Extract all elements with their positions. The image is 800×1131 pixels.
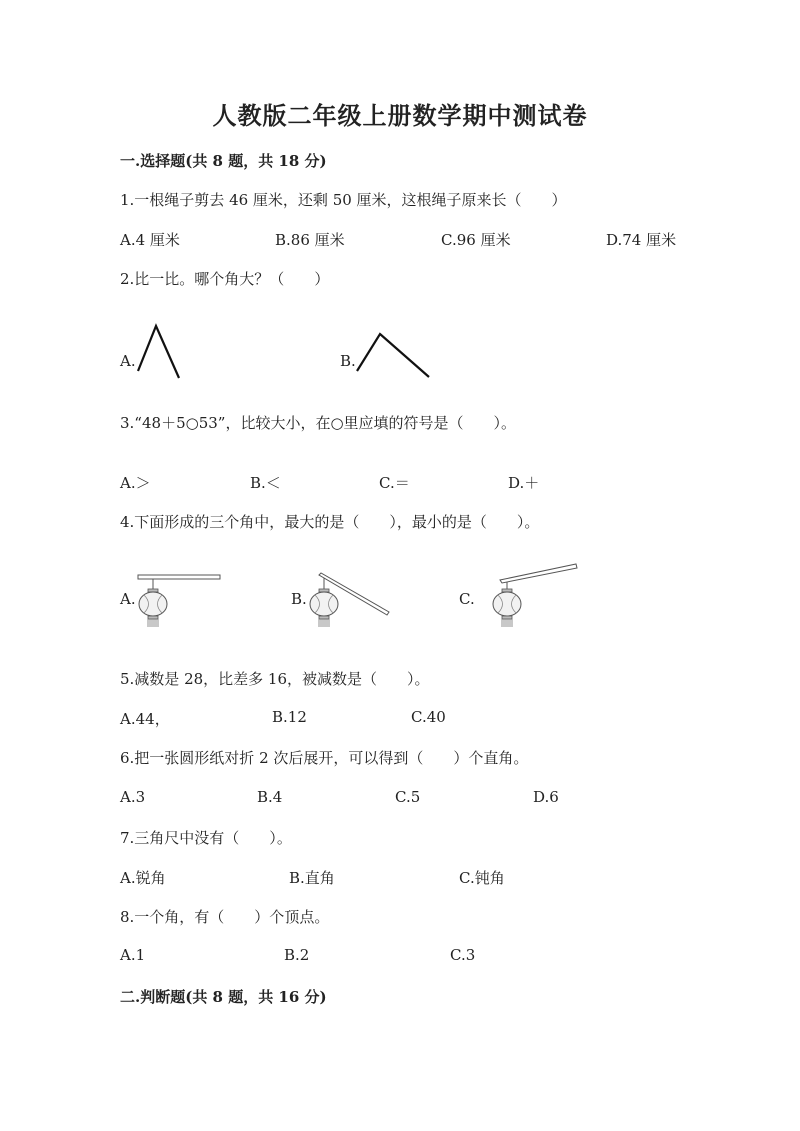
- page-title: 人教版二年级上册数学期中测试卷: [212, 101, 588, 130]
- question-2-text: 2.比一比。哪个角大？（ ）: [120, 270, 330, 288]
- question-1-text: 1.一根绳子剪去 46 厘米，还剩 50 厘米，这根绳子原来长（ ）: [120, 191, 567, 209]
- question-8-option-b: B.2: [284, 946, 310, 964]
- lantern-figure-b: [304, 572, 394, 632]
- lantern-figure-a: [136, 572, 226, 632]
- question-6-option-a: A.3: [120, 788, 146, 806]
- question-8-option-a: A.1: [120, 946, 146, 964]
- lantern-figure-c: [490, 562, 580, 632]
- question-3-option-c: C.＝: [379, 474, 410, 492]
- question-8-option-c: C.3: [450, 946, 476, 964]
- question-8-text: 8.一个角，有（ ）个顶点。: [120, 908, 330, 926]
- angle-a-figure: [136, 324, 184, 380]
- question-1-option-d: D.74 厘米: [606, 231, 677, 249]
- question-3-text: 3.“48＋5○53”，比较大小，在○里应填的符号是（ ）。: [120, 414, 517, 432]
- question-5-option-c: C.40: [411, 708, 446, 726]
- question-6-text: 6.把一张圆形纸对折 2 次后展开，可以得到（ ）个直角。: [120, 749, 529, 767]
- question-4-option-a: A.: [120, 590, 136, 608]
- question-3-option-a: A.＞: [120, 474, 151, 492]
- question-3-option-b: B.＜: [250, 474, 281, 492]
- question-6-option-d: D.6: [533, 788, 559, 806]
- question-4-option-c: C.: [459, 590, 475, 608]
- question-2-option-b: B.: [340, 352, 356, 370]
- question-5-option-a: A.44，: [120, 710, 170, 728]
- question-7-option-b: B.直角: [289, 869, 335, 887]
- section-heading-choice: 一.选择题(共 8 题，共 18 分): [120, 152, 327, 170]
- question-7-text: 7.三角尺中没有（ ）。: [120, 829, 292, 847]
- question-4-text: 4.下面形成的三个角中，最大的是（ ），最小的是（ ）。: [120, 513, 540, 531]
- section-heading-judgement: 二.判断题(共 8 题，共 16 分): [120, 988, 327, 1006]
- question-6-option-b: B.4: [257, 788, 283, 806]
- question-1-option-b: B.86 厘米: [275, 231, 345, 249]
- question-5-option-b: B.12: [272, 708, 307, 726]
- angle-b-figure: [355, 332, 435, 380]
- question-3-option-d: D.＋: [508, 474, 540, 492]
- question-1-option-c: C.96 厘米: [441, 231, 511, 249]
- question-7-option-a: A.锐角: [120, 869, 166, 887]
- question-7-option-c: C.钝角: [459, 869, 505, 887]
- question-5-text: 5.减数是 28，比差多 16，被减数是（ ）。: [120, 670, 430, 688]
- question-6-option-c: C.5: [395, 788, 421, 806]
- question-4-option-b: B.: [291, 590, 307, 608]
- question-2-option-a: A.: [120, 352, 136, 370]
- question-1-option-a: A.4 厘米: [120, 231, 180, 249]
